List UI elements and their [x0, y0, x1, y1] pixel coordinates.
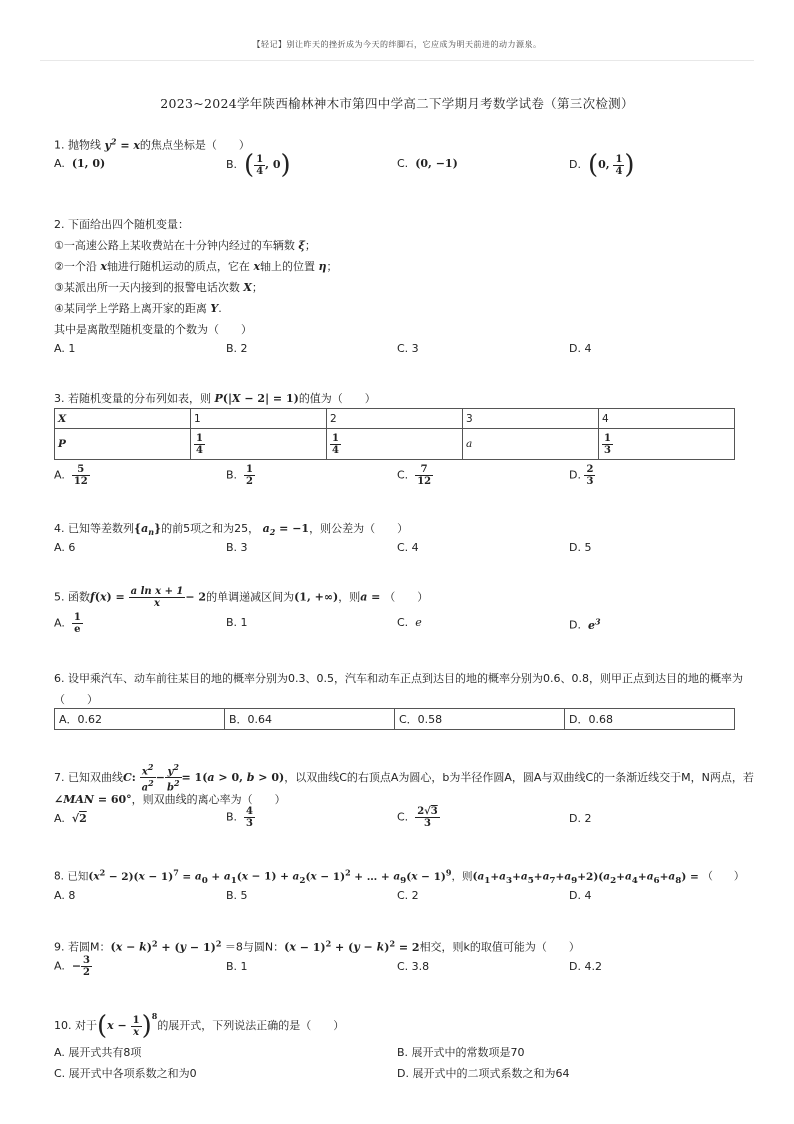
- question-3-option-b[interactable]: B. $\frac{1}{2}$: [226, 464, 254, 487]
- question-1-option-c[interactable]: C. (0, −1): [397, 157, 458, 170]
- question-2-line-2: ②一个沿 x轴进行随机运动的质点，它在 x轴上的位置 η；: [54, 260, 338, 273]
- question-3-option-c[interactable]: C. $\frac{7}{12}$: [397, 464, 432, 487]
- question-2-option-c[interactable]: C. 3: [397, 342, 419, 355]
- question-4-option-d[interactable]: D. 5: [569, 541, 592, 554]
- question-7-option-b[interactable]: B. $\frac{4}{3}$: [226, 806, 254, 829]
- question-7-stem-continued: ∠MAN = 60°，则双曲线的离心率为（ ）: [54, 793, 286, 806]
- question-8-option-b[interactable]: B. 5: [226, 889, 248, 902]
- table-cell: 2: [327, 409, 463, 429]
- question-6-stem-continued: （ ）: [54, 693, 98, 706]
- question-2-option-b[interactable]: B. 2: [226, 342, 248, 355]
- motivational-note: 【轻记】别让昨天的挫折成为今天的绊脚石，它应成为明天前进的动力源泉。: [252, 40, 542, 49]
- question-9-option-b[interactable]: B. 1: [226, 960, 248, 973]
- table-cell: $\frac{1}{4}$: [327, 429, 463, 460]
- question-2-stem: 2. 下面给出四个随机变量：: [54, 218, 189, 231]
- exam-title: 2023~2024学年陕西榆林神木市第四中学高二下学期月考数学试卷（第三次检测）: [160, 96, 634, 111]
- table-cell: 3: [463, 409, 599, 429]
- question-10-option-d[interactable]: D. 展开式中的二项式系数之和为64: [397, 1067, 570, 1080]
- question-3-option-d[interactable]: D. $\frac{2}{3}$: [569, 464, 594, 487]
- question-10-option-a[interactable]: A. 展开式共有8项: [54, 1046, 142, 1059]
- table-row: [55, 429, 735, 460]
- question-6-stem: 6. 设甲乘汽车、动车前往某目的地的概率分别为0.3、0.5，汽车和动车正点到达目的地的概率分别为0.6、0.8，则甲正点到达目的地的概率为: [54, 672, 743, 685]
- table-cell: P: [55, 429, 191, 460]
- question-1-option-d[interactable]: D. (0, $\frac{1}{4}$ ): [569, 150, 635, 180]
- question-5-stem: 5. 函数f(x) = $\frac{\text{a ln x + 1}}{x}$ − 2的单调递减区间为(1, +∞)，则a = （ ）: [54, 586, 429, 609]
- question-5-option-d[interactable]: D. $e^3$: [569, 616, 601, 632]
- table-row: [55, 409, 735, 429]
- question-9-option-a[interactable]: A. − $\frac{3}{2}$: [54, 955, 91, 978]
- table-cell: a: [463, 429, 599, 460]
- question-5-option-b[interactable]: B. 1: [226, 616, 248, 629]
- question-6-option-c[interactable]: C．0.58: [395, 709, 565, 730]
- question-6-option-a[interactable]: A．0.62: [55, 709, 225, 730]
- question-6-option-d[interactable]: D．0.68: [565, 709, 735, 730]
- question-2-line-5: 其中是离散型随机变量的个数为（ ）: [54, 323, 252, 336]
- question-9-option-d[interactable]: D. 4.2: [569, 960, 602, 973]
- table-cell: 4: [599, 409, 735, 429]
- question-8-option-a[interactable]: A. 8: [54, 889, 76, 902]
- question-7-stem: 7. 已知双曲线C: $\frac{x^2}{a^2}$ − $\frac{y^2}{b^2}$ = 1(a > 0, b > 0)，以双曲线C的右顶点A为圆心，b为半径作圆A，圆A与双曲线C的一条渐近线交于M，N两点，若: [54, 762, 754, 794]
- question-6-options-table: [54, 708, 735, 730]
- question-10-option-c[interactable]: C. 展开式中各项系数之和为0: [54, 1067, 197, 1080]
- question-4-option-b[interactable]: B. 3: [226, 541, 248, 554]
- question-8-stem: 8. 已知$(x^2 - 2)(x - 1)^7 = a_0 + a_1(x - 1) + a_2(x - 1)^2$ + … + $a_9(x - 1)^9$，则$(a_1+a_3+a_5+a_7+a_9+2)(a_2+a_4+a_6+a_8)$ = （ ）: [54, 867, 745, 886]
- question-3-option-a[interactable]: A. $\frac{5}{12}$: [54, 464, 88, 487]
- question-8-option-d[interactable]: D. 4: [569, 889, 592, 902]
- question-2-option-d[interactable]: D. 4: [569, 342, 592, 355]
- question-5-option-a[interactable]: A. $\frac{1}{e}$: [54, 612, 81, 635]
- header-divider: [40, 60, 754, 61]
- distribution-table: [54, 408, 735, 460]
- table-row: [55, 709, 735, 730]
- question-4-stem: 4. 已知等差数列$\{a_n\}$的前5项之和为25， $a_2 = -1$，则公差为（ ）: [54, 522, 409, 538]
- question-7-option-d[interactable]: D. 2: [569, 812, 592, 825]
- question-1-stem: 1. 抛物线 $y^2 = x$的焦点坐标是（ ）: [54, 136, 250, 152]
- question-2-line-1: ①一高速公路上某收费站在十分钟内经过的车辆数 ξ；: [54, 239, 316, 252]
- table-cell: $\frac{1}{3}$: [599, 429, 735, 460]
- question-5-option-c[interactable]: C. e: [397, 616, 422, 629]
- question-4-option-c[interactable]: C. 4: [397, 541, 419, 554]
- question-10-stem: 10. 对于(x − $\frac{1}{x}$ )$^8$的展开式，下列说法正确的是（ ）: [54, 1011, 345, 1041]
- question-9-option-c[interactable]: C. 3.8: [397, 960, 430, 973]
- question-2-line-4: ④某同学上学路上离开家的距离 Y.: [54, 302, 222, 315]
- question-1-option-b[interactable]: B. ( $\frac{1}{4}$ , 0): [226, 150, 291, 180]
- question-2-line-3: ③某派出所一天内接到的报警电话次数 X；: [54, 281, 263, 294]
- question-7-option-c[interactable]: C. $\frac{2√3}{3}$: [397, 806, 438, 829]
- question-8-option-c[interactable]: C. 2: [397, 889, 419, 902]
- question-4-option-a[interactable]: A. 6: [54, 541, 76, 554]
- question-6-option-b[interactable]: B．0.64: [225, 709, 395, 730]
- question-7-option-a[interactable]: A. √2: [54, 812, 87, 825]
- question-9-stem: 9. 若圆M：$(x - k)^2 + (y - 1)^2 =8$与圆N：$(x - 1)^2 + (y - k)^2 = 2$相交，则k的取值可能为（ ）: [54, 938, 580, 954]
- table-cell: 1: [191, 409, 327, 429]
- table-cell: X: [55, 409, 191, 429]
- question-1-option-a[interactable]: A. (1, 0): [54, 157, 106, 170]
- question-10-option-b[interactable]: B. 展开式中的常数项是70: [397, 1046, 525, 1059]
- question-2-option-a[interactable]: A. 1: [54, 342, 76, 355]
- question-3-stem: 3. 若随机变量的分布列如表，则 P(|X − 2| = 1)的值为（ ）: [54, 392, 376, 405]
- table-cell: $\frac{1}{4}$: [191, 429, 327, 460]
